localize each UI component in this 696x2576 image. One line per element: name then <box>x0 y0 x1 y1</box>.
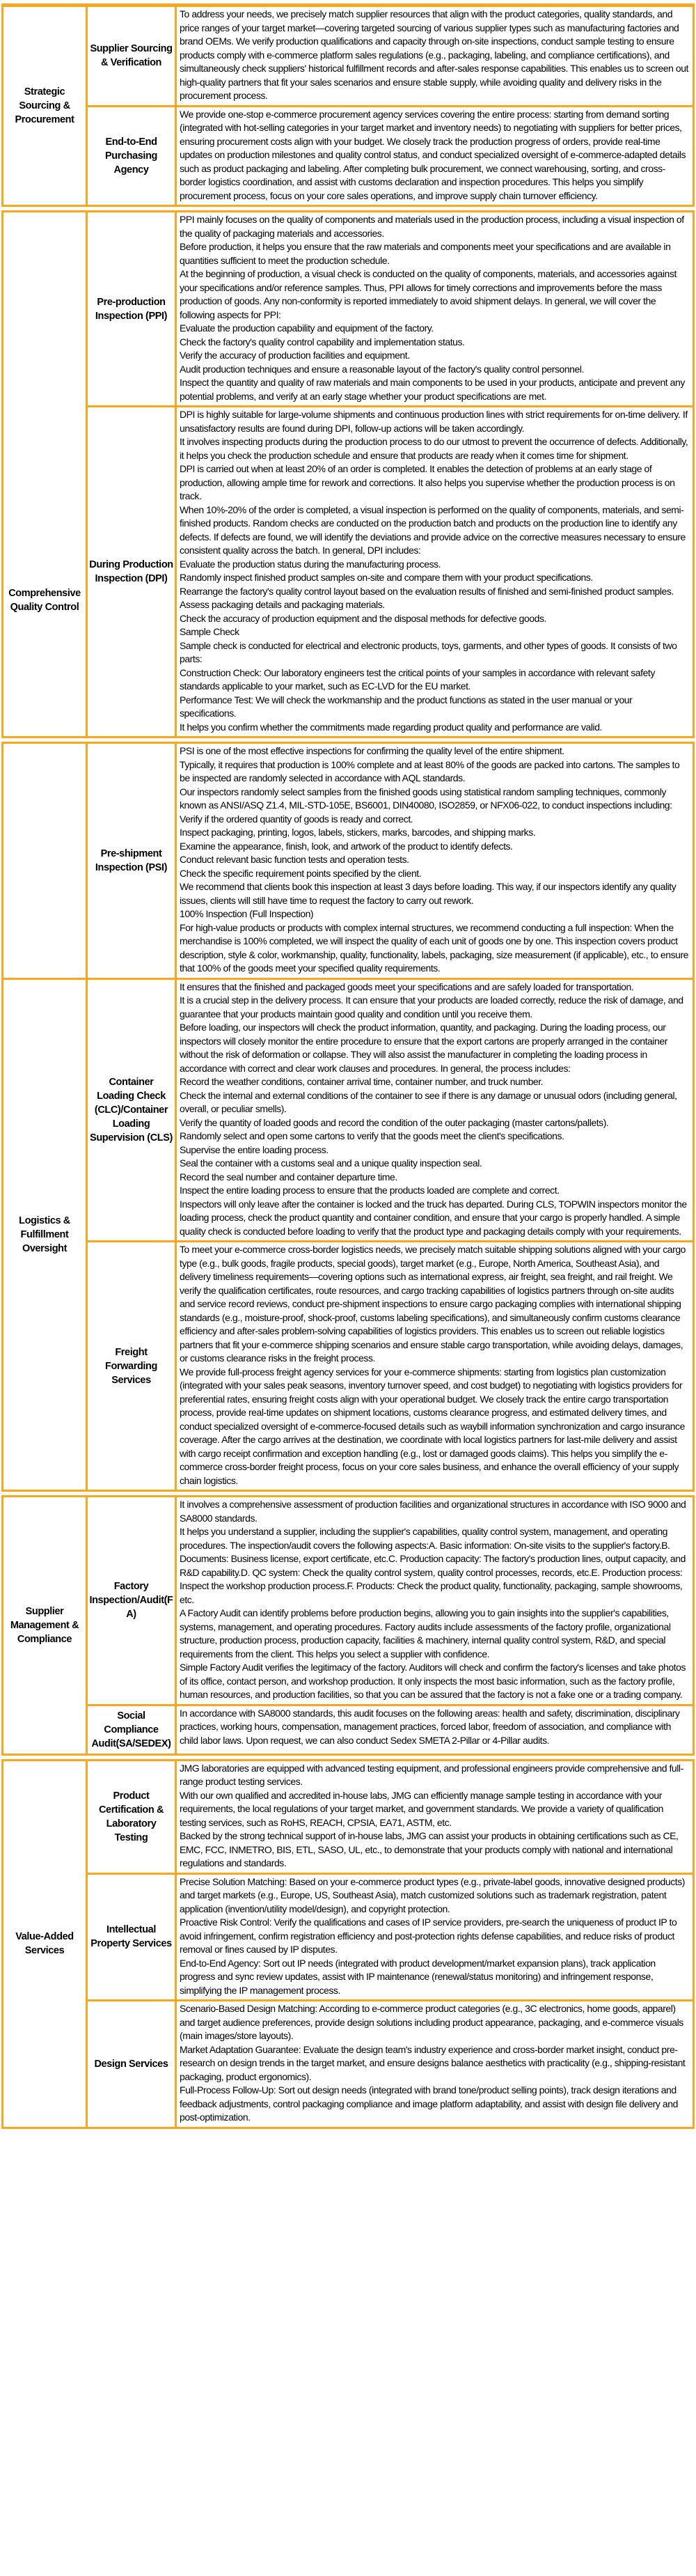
description-cell-intellectual-property: Precise Solution Matching: Based on your e-commerce product types (e.g., private-label goods, innovative designed products) and target markets (e.g., Europe, US, Southeast Asia), match customized solutions such as trademark registration, patent application (invention/utility model/design), and copyright protection. Proactive Risk Control: Verify the qualifications and cases of IP service providers, pre-search the uniqueness of product IP to avoid infringement, confirm registration efficiency and post-protection rights defense capabilities, and reduce risks of product removal or fines caused by IP disputes. End-to-End Agency: Sort out IP needs (integrated with product development/market expansion plans), track application progress and sync review updates, assist with IP maintenance (renewal/status monitoring) and infringement response, simplifying the IP management process. <box>177 1875 693 2000</box>
service-cell-ppi <box>88 212 175 405</box>
description-cell-purchasing-agency: We provide one-stop e-commerce procurement agency services covering the entire process: starting from demand sorting (integrated with hot-selling categories in your target market and inventory needs) to negotiating with suppliers for better prices, ensuring procurement costs align with your budget. We closely track the production progress of orders, provide real-time updates on production milestones and quality control status, and conduct specialized oversight of e-commerce-adapted details such as product packaging and labeling. After completing bulk procurement, we connect warehousing, sorting, and cross-border logistics coordination, and assist with customs declaration and inspection procedures. This helps you simplify procurement process, focus on your core sales operations, and improve supply chain turnover efficiency. <box>177 107 693 205</box>
service-cell-psi <box>88 744 175 978</box>
service-label: Social Compliance Audit(SA/SEDEX) <box>91 1710 171 1749</box>
service-label: End-to-End Purchasing Agency <box>105 136 157 175</box>
block-strategic-sourcing <box>1 3 695 207</box>
service-label: Design Services <box>94 2058 168 2070</box>
service-cell-clc-cls <box>88 980 175 1241</box>
description-cell-social-compliance: In accordance with SA8000 standards, this audit focuses on the following areas: health and safety, discrimination, disciplinary practices, working hours, compensation, management practices, forced labor, freedom of association, and compliance with child labor laws. Upon request, we can also conduct Sedex SMETA 2-Pillar or 4-Pillar audits. <box>177 1706 693 1754</box>
description-cell-ppi: PPI mainly focuses on the quality of components and materials used in the production process, including a visual inspection of the quality of packaging materials and accessories. Before production, it helps you ensure that the raw materials and components meet your specifications and are available in quantities sufficient to meet the production schedule. At the beginning of production, a visual check is conducted on the quality of components, materials, and accessories against your specifications and/or reference samples. Thus, PPI allows for timely corrections and improvements before the mass production of goods. Any non-conformity is reported immediately to avoid shipment delays. In general, we will cover the following aspects for PPI: Evaluate the production capability and equipment of the factory. Check the factory's quality control capability and implementation status. Verify the accuracy of production facilities and equipment. Audit production techniques and ensure a reasonable layout of the factory's quality control personnel. Inspect the quantity and quality of raw materials and main components to be used in your products, anticipate and prevent any potential problems, and verify at an early stage whether your product specifications are met. <box>177 212 693 405</box>
service-label: Pre-production Inspection (PPI) <box>95 296 168 322</box>
service-cell-factory-audit <box>88 1497 175 1704</box>
service-cell-purchasing-agency <box>88 107 175 205</box>
service-cell-design-services <box>88 2001 175 2127</box>
service-label: Intellectual Property Services <box>90 1924 172 1950</box>
description-cell-factory-audit: It involves a comprehensive assessment of production facilities and organizational structures in accordance with ISO 9000 and SA8000 standards. It helps you understand a supplier, including the supplier's capabilities, quality control system, management, and operating procedures. The inspection/audit covers the following aspects:A. Basic information: On-site visits to the supplier's factory.B. Documents: Business license, export certificate, etc.C. Production capacity: The factory's production lines, output capacity, and R&D capability.D. QC system: Check the quality control system, quality control processes, records, etc.E. Production process: Inspect the workshop production process.F. Products: Check the product quality, functionality, packaging, sample showrooms, etc. A Factory Audit can identify problems before production begins, allowing you to gain insights into the supplier's capabilities, systems, management, and operating procedures. Factory audits include assessments of the factory profile, organizational structure, production process, production capacity, facilities & machinery, internal quality control system, R&D, and special requirements from the client. This helps you select a supplier with confidence. Simple Factory Audit verifies the legitimacy of the factory. Auditors will check and confirm the factory's licenses and take photos of its office, contact person, and workshop production. It only inspects the most basic information, such as the factory profile, human resources, and production facilities, so that you can be assured that the factory is not a fake one or a trading company. <box>177 1497 693 1704</box>
service-label: Pre-shipment Inspection (PSI) <box>95 848 168 873</box>
block-quality-control <box>1 210 695 738</box>
description-cell-psi: PSI is one of the most effective inspections for confirming the quality level of the entire shipment. Typically, it requires that production is 100% complete and at least 80% of the goods are packed into cartons. The samples to be inspected are randomly selected in accordance with AQL standards. Our inspectors randomly select samples from the finished goods using statistical random sampling techniques, commonly known as ANSI/ASQ Z1.4, MIL-STD-105E, BS6001, DIN40080, ISO2859, or NFX06-022, to conduct inspections including: Verify if the ordered quantity of goods is ready and correct. Inspect packaging, printing, logos, labels, stickers, marks, barcodes, and shipping marks. Examine the appearance, finish, look, and artwork of the product to identify defects. Conduct relevant basic function tests and operation tests. Check the specific requirement points specified by the client. We recommend that clients book this inspection at least 3 days before loading. This way, if our inspectors identify any quality issues, clients will still have time to request the factory to carry out rework. 100% Inspection (Full Inspection) For high-value products or products with complex internal structures, we recommend conducting a full inspection: When the merchandise is 100% completed, we will inspect the quality of each unit of goods one by one. This inspection covers product description, style & color, workmanship, quality, functionality, labels, packaging, size measurement (if applicable), etc., to ensure that 100% of the goods meet your specified quality requirements. <box>177 744 693 978</box>
service-label: Freight Forwarding Services <box>105 1346 157 1386</box>
service-label: During Production Inspection (DPI) <box>89 559 173 584</box>
category-label: Supplier Management & Compliance <box>10 1605 79 1645</box>
service-cell-freight-forwarding <box>88 1242 175 1490</box>
service-cell-dpi <box>88 407 175 736</box>
description-cell-supplier-sourcing: To address your needs, we precisely match supplier resources that align with the product categories, quality standards, and price ranges of your target market—covering targeted sourcing of various supplier types such as manufacturing factories and brand OEMs. We verify production qualifications and capacity through on-site inspections, conduct sample testing to ensure products comply with e-commerce platform sales regulations (e.g., packaging, labeling, and compliance certifications), and simultaneously check suppliers' historical fulfillment records and after-sales response capabilities. This enables us to screen out high-quality partners that fit your sales scenarios and ensure stable supply, while avoiding quality and delivery risks in the procurement process. <box>177 7 693 105</box>
service-label: Container Loading Check (CLC)/Container Loading Supervision (CLS) <box>90 1076 173 1143</box>
description-cell-product-certification: JMG laboratories are equipped with advanced testing equipment, and professional engineers provide comprehensive and full-range product testing services. With our own qualified and accredited in-house labs, JMG can efficiently manage sample testing in accordance with your requirements, the local regulations of your target market, and government standards. We provide a variety of qualification testing services, such as RoHS, REACH, CPSIA, EA71, ASTM, etc. Backed by the strong technical support of in-house labs, JMG can assist your products in obtaining certifications such as CE, EMC, FCC, INMETRO, BIS, ETL, SASO, UL, etc., to demonstrate that your products comply with national and international regulations and standards. <box>177 1761 693 1873</box>
description-cell-dpi: DPI is highly suitable for large-volume shipments and continuous production lines with strict requirements for on-time delivery. If unsatisfactory results are found during DPI, follow-up actions will be taken accordingly. It involves inspecting products during the production process to do our utmost to prevent the occurrence of defects. Additionally, it helps you check the production schedule and ensure that products are ready when it comes time for shipment. DPI is carried out when at least 20% of an order is completed. It enables the detection of problems at an early stage of production, allowing ample time for rework and corrections. It also helps you supervise whether the production process is on track. When 10%-20% of the order is completed, a visual inspection is performed on the quality of components, materials, and semi-finished products. Random checks are conducted on the production batch and products on the production line to identify any defects. If defects are found, we will identify the deviations and provide advice on the corrective measures necessary to ensure consistent quality across the batch. In general, DPI includes: Evaluate the production status during the manufacturing process. Randomly inspect finished product samples on-site and compare them with your product specifications. Rearrange the factory's quality control layout based on the evaluation results of finished and semi-finished product samples. Assess packaging details and packaging materials. Check the accuracy of production equipment and the disposal methods for defective goods. Sample Check Sample check is conducted for electrical and electronic products, toys, garments, and other types of goods. It consists of two parts: Construction Check: Our laboratory engineers test the critical points of your samples in accordance with relevant safety standards applicable to your market, such as EC-LVD for the EU market. Performance Test: We will check the workmanship and the product functions as stated in the user manual or your specifications. It helps you confirm whether the commitments made regarding product quality and performance are valid. <box>177 407 693 736</box>
category-label: Logistics & Fulfillment Oversight <box>19 1215 70 1254</box>
category-label: Value-Added Services <box>15 1931 74 1956</box>
service-cell-supplier-sourcing <box>88 7 175 105</box>
service-label: Supplier Sourcing & Verification <box>90 43 173 69</box>
category-cell-value-added <box>3 1761 86 2127</box>
description-cell-freight-forwarding: To meet your e-commerce cross-border logistics needs, we precisely match suitable shipping solutions aligned with your cargo type (e.g., bulk goods, fragile products, special goods), target market (e.g., Europe, North America, Southeast Asia), and delivery timeliness requirements—covering options such as international express, air freight, sea freight, and rail freight. We verify the qualification certificates, route resources, and cargo tracking capabilities of logistics partners through on-site audits and service record reviews, conduct pre-shipment inspections to ensure cargo packaging complies with international shipping standards (e.g., moisture-proof, shock-proof, customs labeling specifications), and simultaneously confirm customs clearance efficiency and after-sales problem-solving capabilities of logistics providers. This enables us to screen out reliable logistics partners that fit your e-commerce shipping scenarios and ensure stable cargo transportation, while avoiding delays, damages, or customs clearance risks in the freight process. We provide full-process freight agency services for your e-commerce shipments: starting from logistics plan customization (integrated with your sales peak seasons, inventory turnover speed, and cost budget) to negotiating with logistics providers for preferential rates, ensuring freight costs align with your operational budget. We closely track the entire cargo transportation process, provide real-time updates on shipment locations, customs clearance progress, and estimated delivery times, and conduct specialized oversight of e-commerce-focused details such as waybill information synchronization and cargo insurance coverage. After the cargo arrives at the destination, we coordinate with local logistics partners for last-mile delivery and assist with cargo receipt confirmation and exception handling (e.g., lost or damaged goods claims). This helps you simplify the e-commerce cross-border freight process, focus on your core sales business, and enhance the overall efficiency of your supply chain logistics. <box>177 1242 693 1490</box>
service-cell-intellectual-property <box>88 1875 175 2000</box>
service-cell-product-certification <box>88 1761 175 1873</box>
block-supplier-management <box>1 1495 695 1756</box>
category-cell-strategic-sourcing <box>3 7 86 205</box>
description-cell-clc-cls: It ensures that the finished and packaged goods meet your specifications and are safely loaded for transportation. It is a crucial step in the delivery process. It can ensure that your products are loaded correctly, reduce the risk of damage, and guarantee that your products maintain good quality and condition until you receive them. Before loading, our inspectors will check the product information, quantity, and packaging. During the loading process, our inspectors will closely monitor the entire procedure to ensure that the export cartons are properly arranged in the container without the risk of deformation or collapse. They will also assist the manufacturer in completing the loading process in accordance with correct and clear work clauses and procedures. In general, the process includes: Record the weather conditions, container arrival time, container number, and truck number. Check the internal and external conditions of the container to see if there is any damage or unusual odors (including general, overall, or peculiar smells). Verify the quantity of loaded goods and record the condition of the outer packaging (master cartons/pallets). Randomly select and open some cartons to verify that the goods meet the client's specifications. Supervise the entire loading process. Seal the container with a customs seal and a unique quality inspection seal. Record the seal number and container departure time. Inspect the entire loading process to ensure that the products loaded are complete and correct. Inspectors will only leave after the container is locked and the truck has departed. During CLS, TOPWIN inspectors monitor the loading process, check the product quantity and container condition, and ensure that your cargo is properly handled. A simple quality check is conducted before loading to verify that the product type and packaging details comply with your requirements. <box>177 980 693 1241</box>
category-label: Strategic Sourcing & Procurement <box>15 86 74 125</box>
service-label: Factory Inspection/Audit(FA) <box>89 1581 173 1621</box>
block-logistics-fulfillment <box>1 742 695 1492</box>
category-label: Comprehensive Quality Control <box>8 588 81 613</box>
category-cell-logistics <box>3 980 86 1490</box>
service-label: Product Certification & Laboratory Testing <box>98 1790 164 1843</box>
category-cell-empty <box>3 744 86 978</box>
category-cell-supplier-management <box>3 1497 86 1754</box>
block-value-added <box>1 1759 695 2129</box>
service-cell-social-compliance <box>88 1706 175 1754</box>
description-cell-design-services: Scenario-Based Design Matching: According to e-commerce product categories (e.g., 3C electronics, home goods, apparel) and target audience preferences, provide design solutions including product appearance, packaging, and e-commerce visuals (main images/store layouts). Market Adaptation Guarantee: Evaluate the design team's industry experience and cross-border market insight, conduct pre-research on design trends in the target market, and ensure designs balance aesthetics with practicality (e.g., shipping-resistant packaging, product ergonomics). Full-Process Follow-Up: Sort out design needs (integrated with brand tone/product selling points), track design iterations and feedback adjustments, control packaging compliance and image platform adaptability, and assist with design file delivery and post-optimization. <box>177 2001 693 2127</box>
category-cell-quality-control <box>3 212 86 736</box>
